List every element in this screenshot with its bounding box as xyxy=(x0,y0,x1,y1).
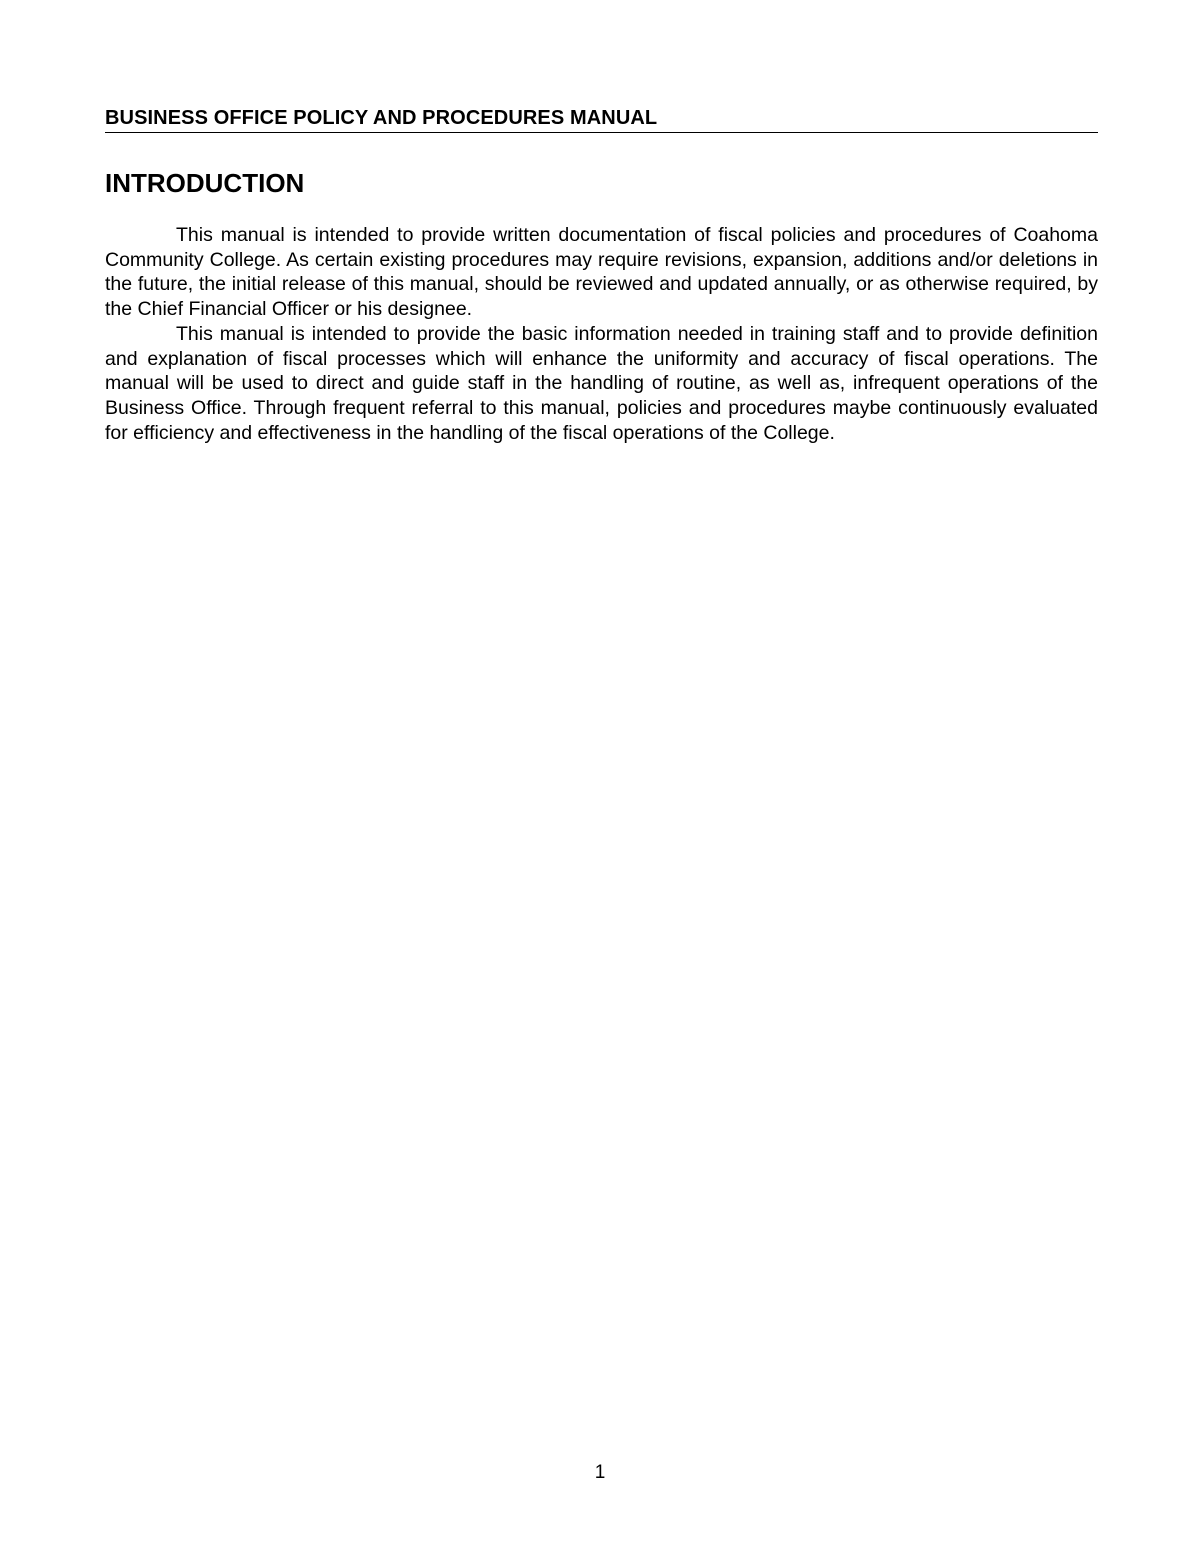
paragraph: This manual is intended to provide the basic information needed in training staff and to provide definition and explanation of fiscal processes which will enhance the uniformity and accuracy of fiscal operations. The manual will be used to direct and guide staff in the handling of routine, as well as, infrequent operations of the Business Office. Through frequent referral to this manual, policies and procedures maybe continuously evaluated for efficiency and effectiveness in the handling of the fiscal operations of the College. xyxy=(105,322,1098,444)
body-text xyxy=(105,223,1098,445)
page-number: 1 xyxy=(594,1462,606,1483)
section-title: INTRODUCTION xyxy=(105,168,305,198)
running-header: BUSINESS OFFICE POLICY AND PROCEDURES MANUAL xyxy=(105,106,1098,133)
paragraph: This manual is intended to provide written documentation of fiscal policies and procedures of Coahoma Community College. As certain existing procedures may require revisions, expansion, additions and/or deletions in the future, the initial release of this manual, should be reviewed and updated annually, or as otherwise required, by the Chief Financial Officer or his designee. xyxy=(105,224,1098,321)
